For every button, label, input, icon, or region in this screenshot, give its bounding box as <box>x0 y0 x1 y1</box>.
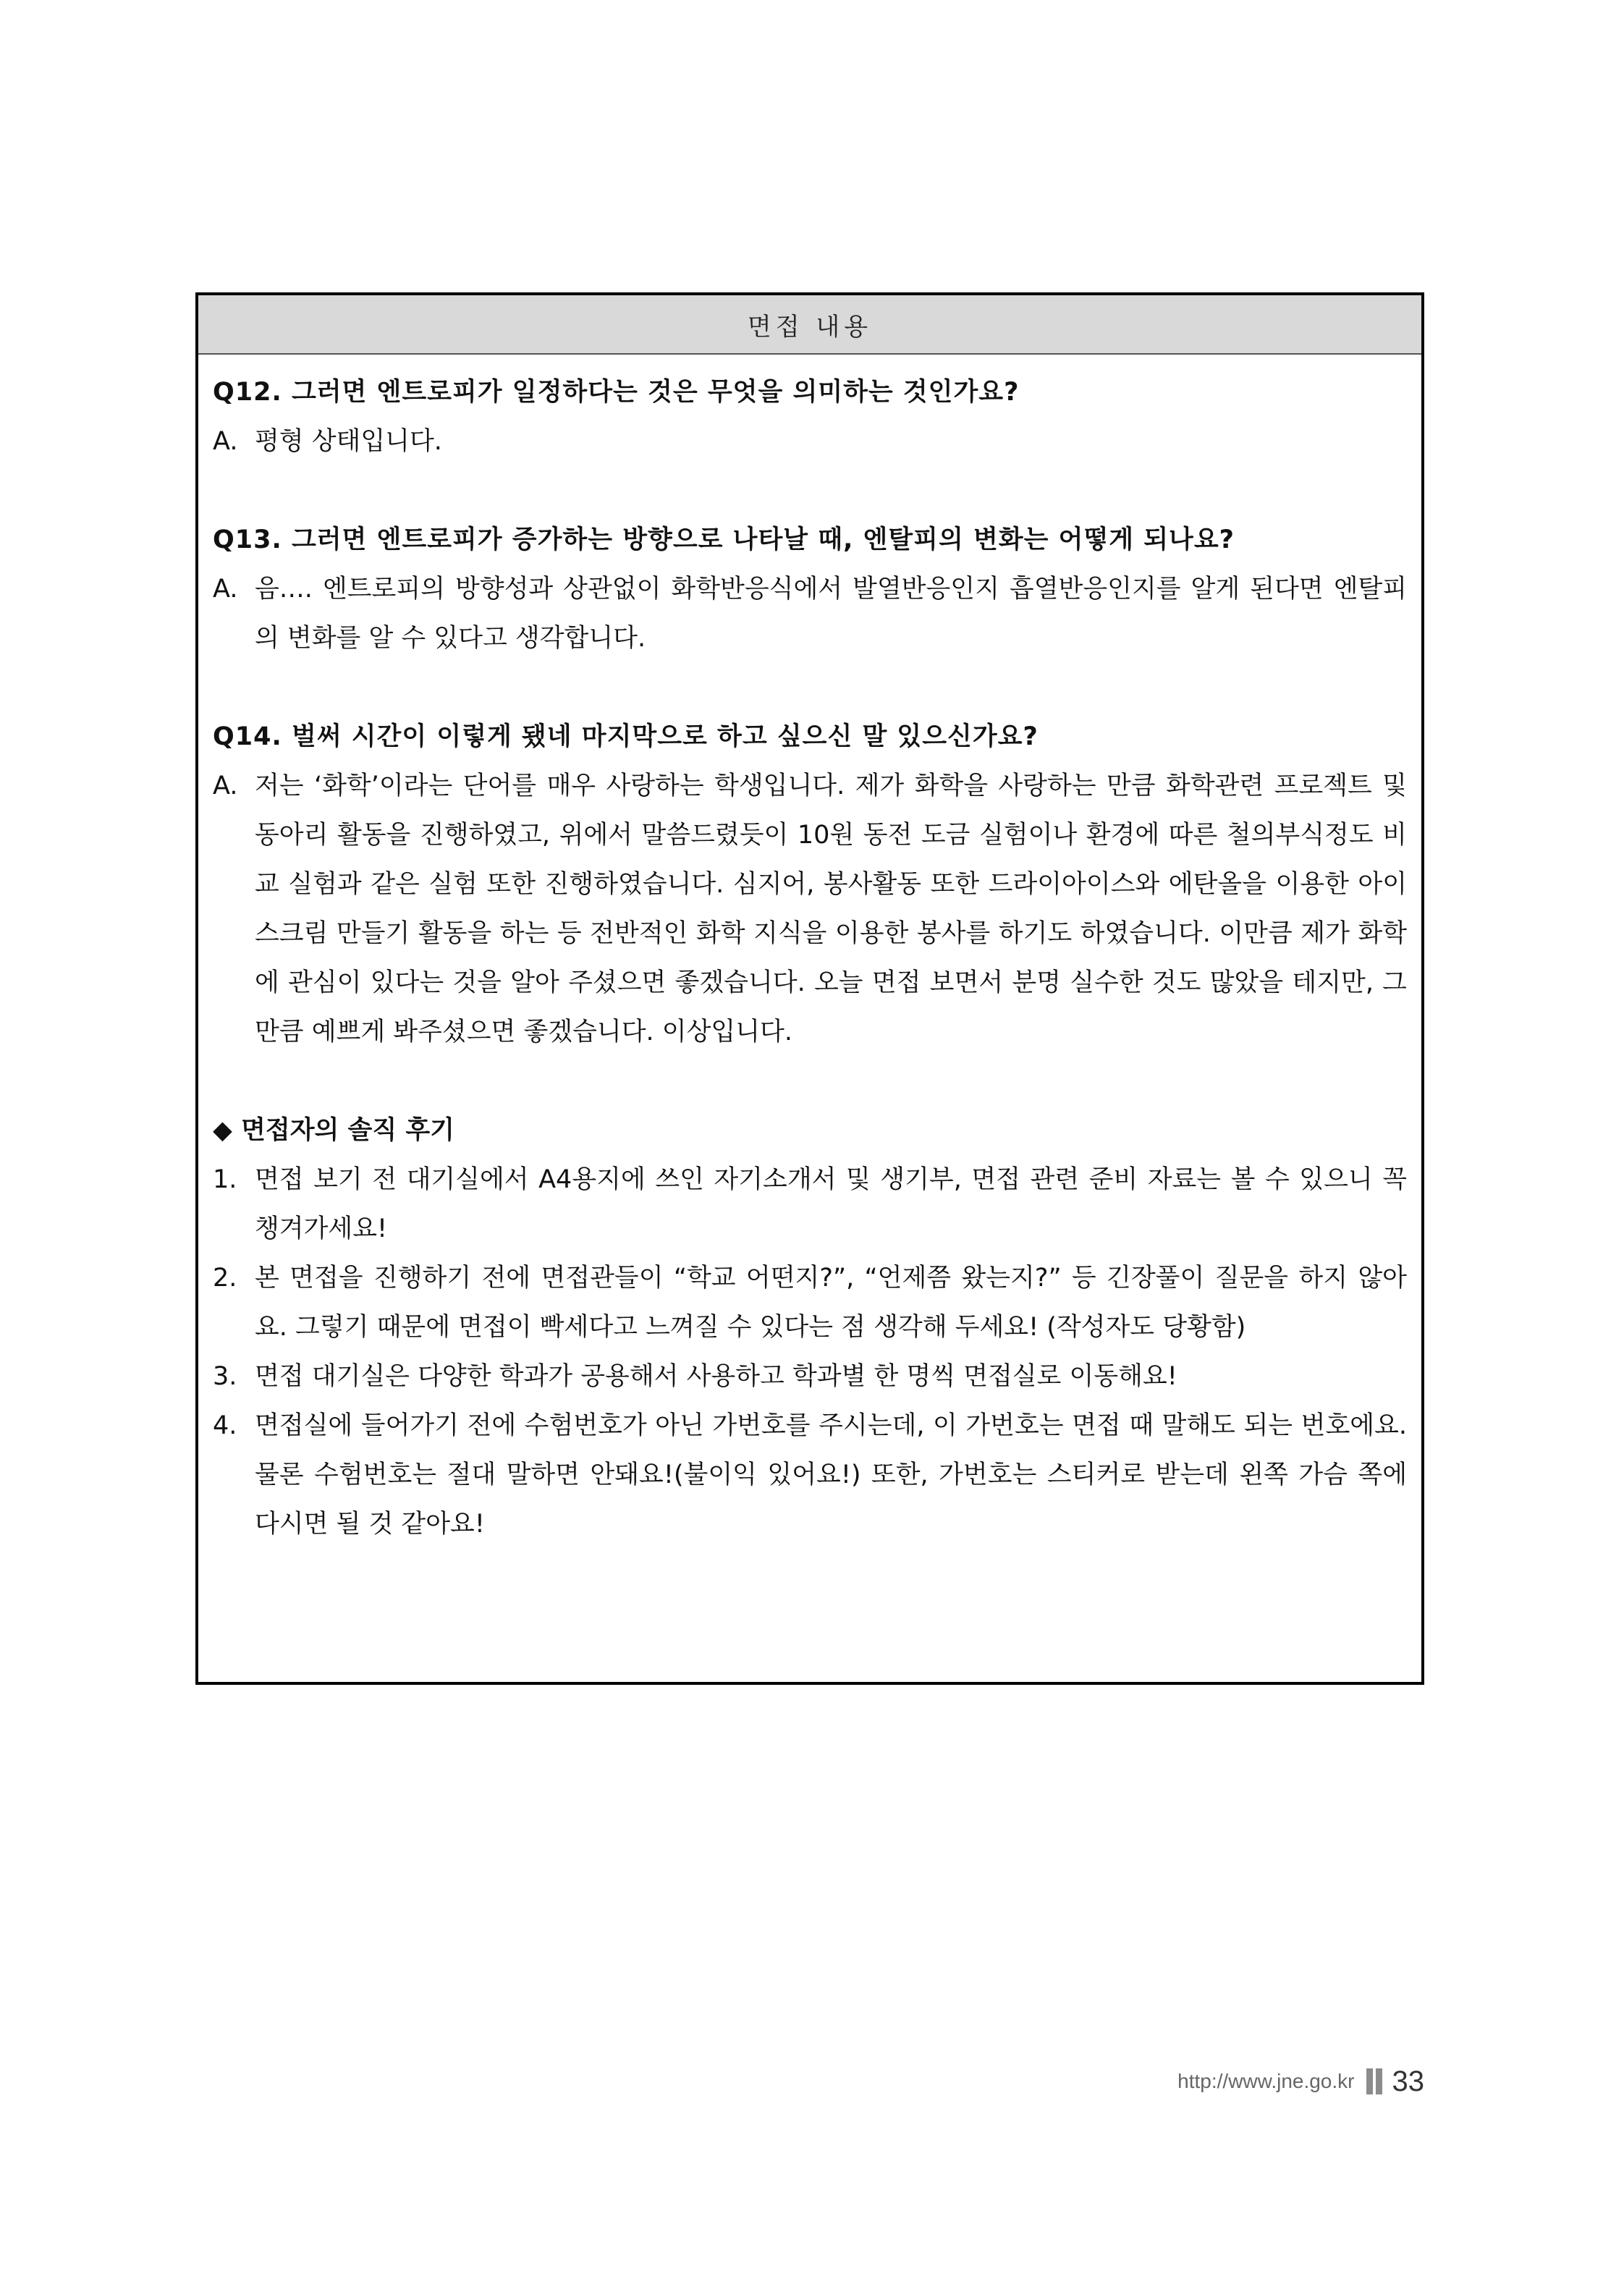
answer-text: 평형 상태입니다. <box>255 427 442 456</box>
answer <box>213 761 1407 1057</box>
answer <box>213 417 1407 466</box>
answer-label: A. <box>213 427 238 456</box>
review-item-text: 면접 보기 전 대기실에서 A4용지에 쓰인 자기소개서 및 생기부, 면접 관련 준비 자료는 볼 수 있으니 꼭 챙겨가세요! <box>255 1165 1407 1243</box>
review-item <box>213 1155 1407 1253</box>
answer-label: A. <box>213 575 238 604</box>
qa-item <box>213 712 1407 1057</box>
review-item-number: 3. <box>213 1362 237 1391</box>
diamond-bullet-icon: ◆ <box>213 1116 232 1145</box>
review-item-number: 1. <box>213 1165 237 1194</box>
review-item-text: 면접실에 들어가기 전에 수험번호가 아닌 가번호를 주시는데, 이 가번호는 면접 때 말해도 되는 번호에요. 물론 수험번호는 절대 말하면 안돼요!(불이익 있어요!) 또한, 가번호는 스티커로 받는데 왼쪽 가슴 쪽에 다시면 될 것 같아요! <box>255 1411 1407 1539</box>
review-title: 면접자의 솔직 후기 <box>241 1116 454 1145</box>
review-heading <box>213 1106 1407 1155</box>
box-content <box>198 368 1421 1549</box>
question: Q13. 그러면 엔트로피가 증가하는 방향으로 나타날 때, 엔탈피의 변화는 어떻게 되나요? <box>213 525 1235 554</box>
page-footer <box>1115 2060 1424 2103</box>
answer-text: 저는 ‘화학’이라는 단어를 매우 사랑하는 학생입니다. 제가 화학을 사랑하는 만큼 화학관련 프로젝트 및 동아리 활동을 진행하였고, 위에서 말씀드렸듯이 10원 동전 도금 실험이나 환경에 따른 철의부식정도 비교 실험과 같은 실험 또한 진행하였습니다. 심지어, 봉사활동 또한 드라이아이스와 에탄올을 이용한 아이스크림 만들기 활동을 하는 등 전반적인 화학 지식을 이용한 봉사를 하기도 하였습니다. 이만큼 제가 화학에 관심이 있다는 것을 알아 주셨으면 좋겠습니다. 오늘 면접 보면서 분명 실수한 것도 많았을 테지만, 그만큼 예쁘게 봐주셨으면 좋겠습니다. 이상입니다. <box>255 771 1407 1047</box>
footer-url[interactable]: http://www.jne.go.kr <box>1177 2070 1355 2092</box>
box-header: 면접 내용 <box>198 295 1421 355</box>
answer-text: 음…. 엔트로피의 방향성과 상관없이 화학반응식에서 발열반응인지 흡열반응인지를 알게 된다면 엔탈피의 변화를 알 수 있다고 생각합니다. <box>255 575 1407 653</box>
review-section <box>213 1106 1407 1549</box>
review-item-number: 4. <box>213 1411 237 1440</box>
question: Q12. 그러면 엔트로피가 일정하다는 것은 무엇을 의미하는 것인가요? <box>213 378 1020 407</box>
answer <box>213 565 1407 663</box>
review-item <box>213 1352 1407 1401</box>
answer-label: A. <box>213 771 238 800</box>
review-item <box>213 1401 1407 1549</box>
page-number: 33 <box>1392 2065 1424 2097</box>
question: Q14. 벌써 시간이 이렇게 됐네 마지막으로 하고 싶으신 말 있으신가요? <box>213 722 1039 751</box>
footer-bars-icon <box>1366 2068 1382 2094</box>
qa-item <box>213 515 1407 663</box>
review-item-number: 2. <box>213 1264 237 1293</box>
review-item <box>213 1253 1407 1352</box>
review-item-text: 본 면접을 진행하기 전에 면접관들이 “학교 어떤지?”, “언제쯤 왔는지?” 등 긴장풀이 질문을 하지 않아요. 그렇기 때문에 면접이 빡세다고 느껴질 수 있다는 점 생각해 두세요! (작성자도 당황함) <box>255 1264 1407 1342</box>
review-item-text: 면접 대기실은 다양한 학과가 공용해서 사용하고 학과별 한 명씩 면접실로 이동해요! <box>255 1362 1177 1391</box>
qa-item <box>213 368 1407 466</box>
interview-content-box <box>195 292 1424 1685</box>
